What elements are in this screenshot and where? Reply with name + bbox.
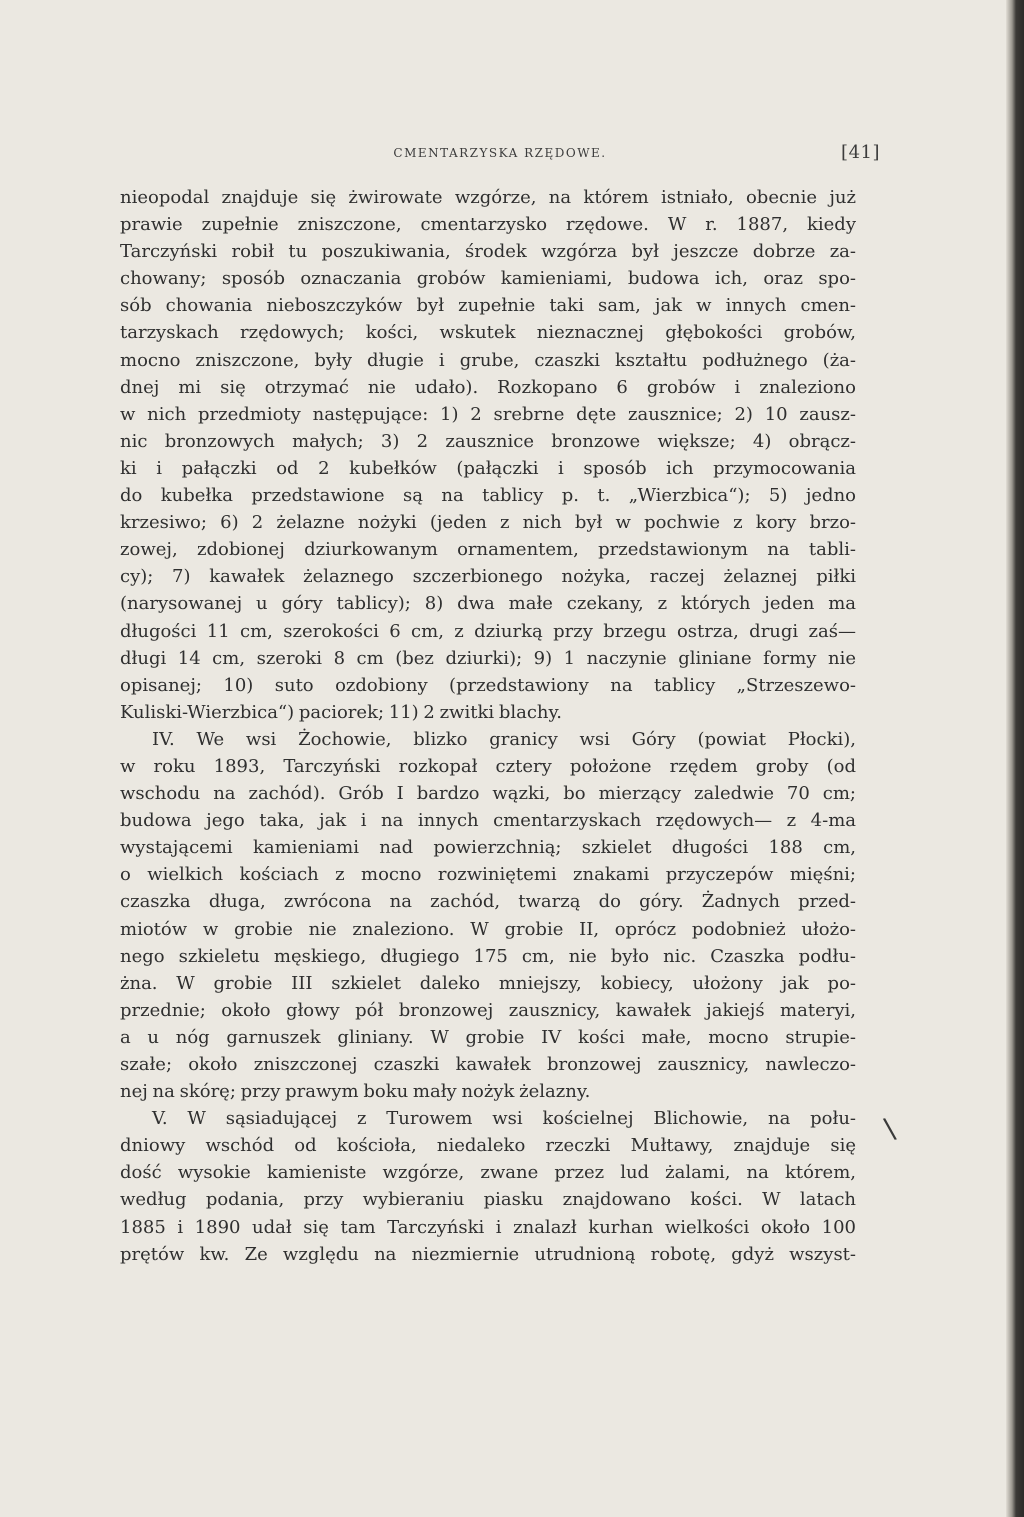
text-line: wystającemi kamieniami nad powierzchnią; szkielet długości 188 cm, [120,837,856,859]
text-line: krzesiwo; 6) 2 żelazne nożyki (jeden z nich był w pochwie z kory brzo- [120,512,856,534]
text-line: nej na skórę; przy prawym boku mały nożyk żelazny. [120,1081,591,1103]
text-line: chowany; sposób oznaczania grobów kamieniami, budowa ich, oraz spo- [120,268,856,290]
text-line: opisanej; 10) suto ozdobiony (przedstawiony na tablicy „Strzeszewo- [120,674,856,696]
text-line: długi 14 cm, szeroki 8 cm (bez dziurki); 9) 1 naczynie gliniane formy nie [120,647,856,669]
text-line: 1885 i 1890 udał się tam Tarczyński i znalazł kurhan wielkości około 100 [120,1216,856,1238]
text-line: Kuliski-Wierzbica“) paciorek; 11) 2 zwitki blachy. [120,701,563,723]
ink-mark: \ [881,1111,898,1146]
text-line: miotów w grobie nie znaleziono. W grobie II, oprócz podobnież ułożo- [120,918,856,940]
text-line: sób chowania nieboszczyków był zupełnie taki sam, jak w innych cmen- [120,295,856,317]
text-line: (narysowanej u góry tablicy); 8) dwa małe czekany, z których jeden ma [120,593,856,615]
text-line: dnej mi się otrzymać nie udało). Rozkopano 6 grobów i znaleziono [120,376,856,398]
text-line: tarzyskach rzędowych; kości, wskutek nieznacznej głębokości grobów, [120,322,856,344]
text-line: ki i pałączki od 2 kubełków (pałączki i sposób ich przymocowania [120,457,856,479]
text-line: a u nóg garnuszek gliniany. W grobie IV kości małe, mocno strupie- [120,1026,856,1048]
text-line: dość wysokie kamieniste wzgórze, zwane przez lud żalami, na którem, [120,1162,856,1184]
text-line: o wielkich kościach z mocno rozwiniętemi znakami przyczepów mięśni; [120,864,856,886]
page-number: [41] [841,142,880,163]
text-line: do kubełka przedstawione są na tablicy p. t. „Wierzbica“); 5) jedno [120,485,856,507]
text-line: przednie; około głowy pół bronzowej zausznicy, kawałek jakiejś materyi, [120,999,856,1021]
text-line: nieopodal znajduje się żwirowate wzgórze, na którem istniało, obecnie już [120,187,856,208]
text-line: mocno zniszczone, były długie i grube, czaszki kształtu podłużnego (ża- [120,349,856,371]
text-line: nic bronzowych małych; 3) 2 zausznice bronzowe większe; 4) obrącz- [120,430,856,452]
text-line: prętów kw. Ze względu na niezmiernie utrudnioną robotę, gdyż wszyst- [120,1243,856,1265]
page-edge-shadow [1006,0,1024,1517]
text-line: długości 11 cm, szerokości 6 cm, z dziurką przy brzegu ostrza, drugi zaś— [120,620,856,642]
section-iv-start: IV. We wsi Żochowie, blizko granicy wsi Góry (powiat Płocki), [152,728,856,750]
text-line: Tarczyński robił tu poszukiwania, środek wzgórza był jeszcze dobrze za- [120,241,856,263]
text-line: wschodu na zachód). Grób I bardzo wązki, bo mierzący zaledwie 70 cm; [120,783,856,805]
text-line: czaszka długa, zwrócona na zachód, twarzą do góry. Żadnych przed- [120,891,856,913]
text-line: w nich przedmioty następujące: 1) 2 srebrne dęte zausznice; 2) 10 zausz- [120,403,856,425]
text-line: szałe; około zniszczonej czaszki kawałek bronzowej zausznicy, nawleczo- [120,1054,856,1075]
text-line: żna. W grobie III szkielet daleko mniejszy, kobiecy, ułożony jak po- [120,972,856,994]
text-line: zowej, zdobionej dziurkowanym ornamentem, przedstawionym na tabli- [120,539,856,561]
text-line: prawie zupełnie zniszczone, cmentarzysko rzędowe. W r. 1887, kiedy [120,214,856,236]
body-text [120,184,856,1268]
text-line: w roku 1893, Tarczyński rozkopał cztery położone rzędem groby (od [120,755,856,777]
text-line: dniowy wschód od kościoła, niedaleko rzeczki Mułtawy, znajduje się [120,1135,856,1157]
page-header [120,140,880,170]
text-line: budowa jego taka, jak i na innych cmentarzyskach rzędowych— z 4-ma [120,810,856,832]
text-line: nego szkieletu męskiego, długiego 175 cm, nie było nic. Czaszka podłu- [120,945,856,967]
text-line: według podania, przy wybieraniu piasku znajdowano kości. W latach [120,1189,856,1211]
text-line: cy); 7) kawałek żelaznego szczerbionego nożyka, raczej żelaznej piłki [120,566,856,588]
running-title: CMENTARZYSKA RZĘDOWE. [393,146,607,160]
section-v-start: V. W sąsiadującej z Turowem wsi kościelnej Blichowie, na połu- [152,1108,856,1130]
